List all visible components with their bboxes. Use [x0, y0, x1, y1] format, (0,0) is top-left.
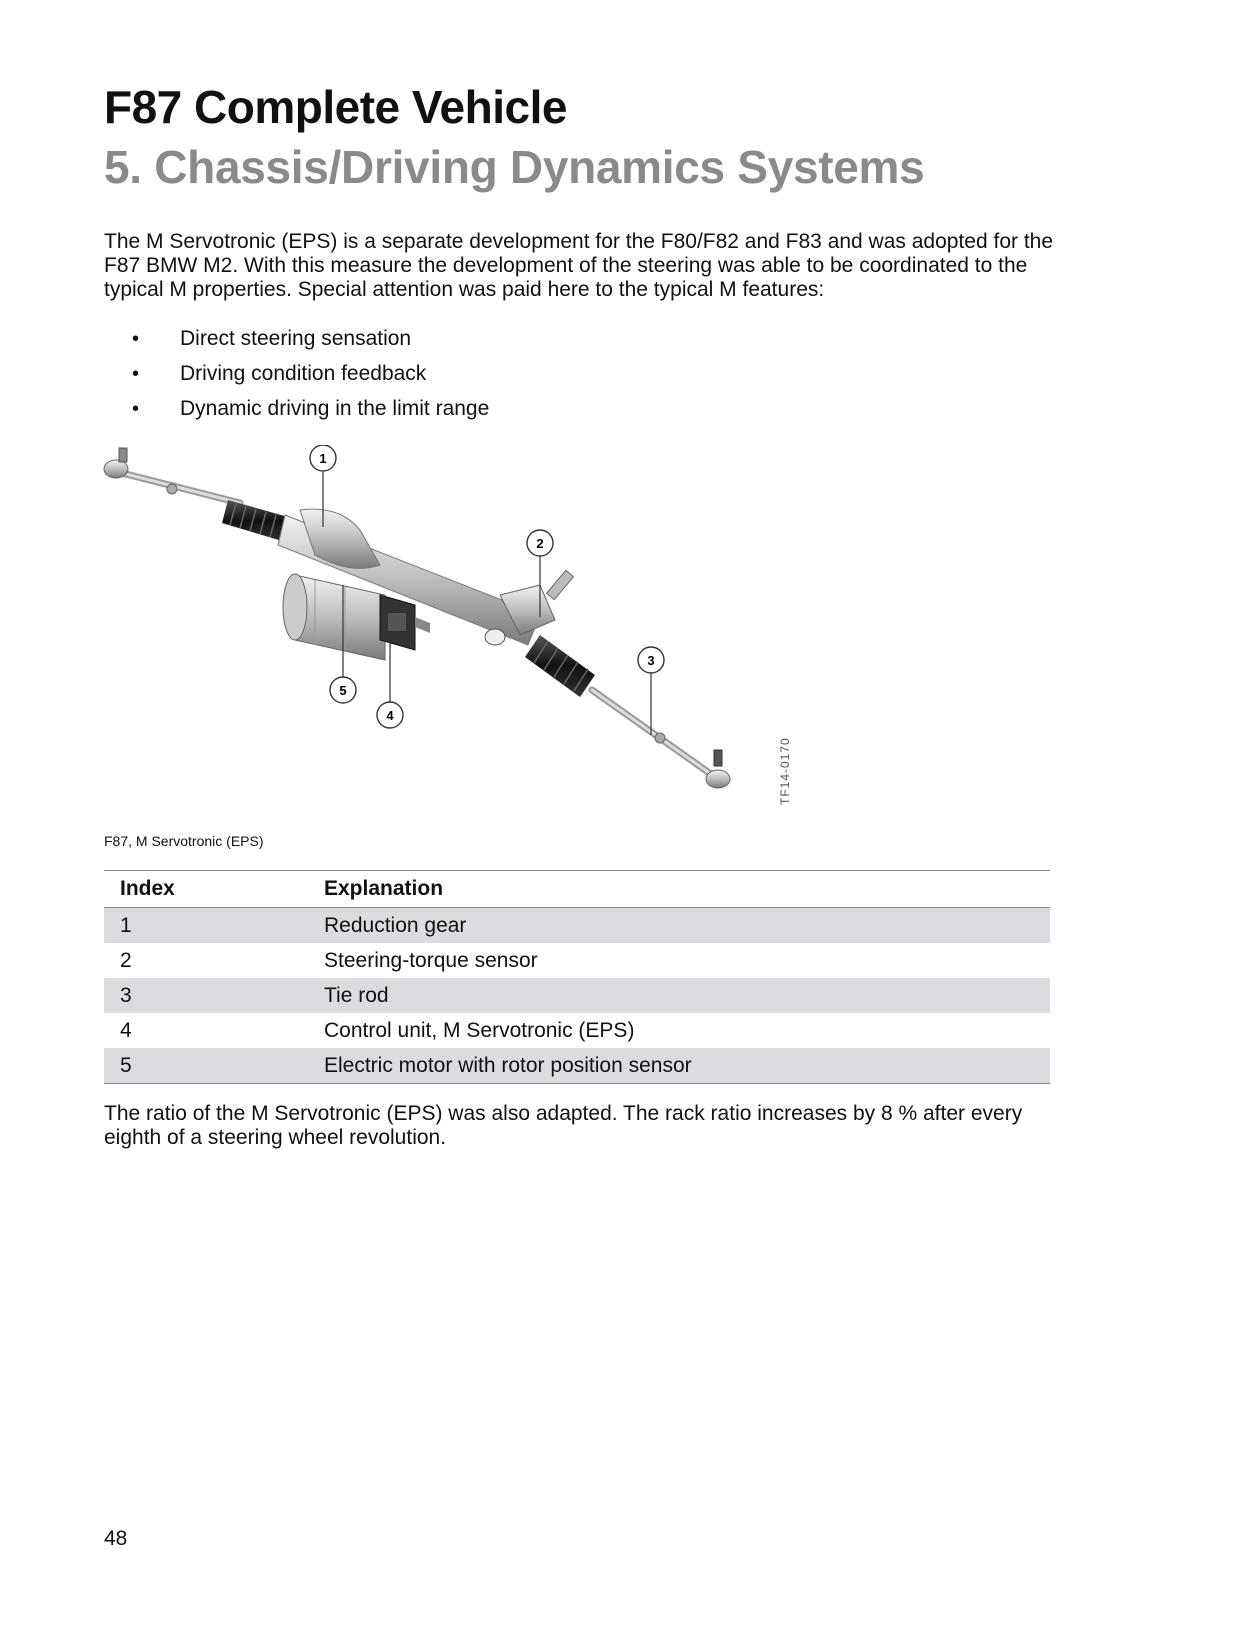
row-index: 4 [120, 1018, 132, 1042]
index-header: Index [104, 871, 324, 908]
table-row [104, 1048, 1050, 1084]
callout-4 [377, 702, 403, 728]
callout-1 [310, 445, 336, 471]
steering-rack-illustration [100, 445, 820, 830]
feature-item: • Driving condition feedback [132, 362, 427, 385]
feature-item: • Direct steering sensation [132, 327, 412, 350]
bullet-icon: • [132, 363, 140, 385]
bullet-icon: • [132, 398, 140, 420]
bullet-icon: • [132, 328, 140, 350]
row-index: 2 [120, 948, 132, 972]
row-index: 3 [104, 978, 324, 1013]
outro-paragraph: The ratio of the M Servotronic (EPS) was also adapted. The rack ratio increases by 8 % after every eighth of a steering wheel revolution. [104, 1102, 1023, 1149]
row-index: 5 [104, 1048, 324, 1084]
left-tie-rod [104, 448, 240, 503]
row-explanation: Electric motor with rotor position sensor [324, 1048, 1050, 1084]
feature-item: • Dynamic driving in the limit range [132, 397, 490, 420]
callout-2 [527, 530, 553, 556]
callout-4-label: 4 [386, 708, 394, 723]
feature-list [104, 326, 489, 431]
table-row [104, 943, 1050, 978]
intro-paragraph: The M Servotronic (EPS) is a separate development for the F80/F82 and F83 and was adopted for the F87 BMW M2. With this measure the development of the steering was able to be coordinated to the typical M properties. Special attention was paid here to the typical M features: [104, 230, 1054, 301]
right-bellow [525, 635, 595, 697]
left-bellow [222, 500, 288, 541]
table-header-row [104, 871, 1050, 908]
figure-code: TF14-0170 [778, 737, 792, 805]
electric-motor [283, 574, 385, 660]
section-title: 5. Chassis/Driving Dynamics Systems [104, 141, 925, 193]
row-explanation: Tie rod [324, 978, 1050, 1013]
figure-caption: F87, M Servotronic (EPS) [104, 833, 264, 849]
table-row [104, 1013, 1050, 1048]
row-explanation: Steering-torque sensor [324, 948, 538, 972]
callout-1-label: 1 [319, 451, 327, 466]
callout-3-label: 3 [647, 653, 655, 668]
callout-5 [330, 677, 356, 703]
explanation-header: Explanation [324, 871, 1050, 908]
callout-2-label: 2 [536, 536, 544, 551]
legend-table [104, 870, 1050, 1084]
page-title: F87 Complete Vehicle [104, 81, 567, 133]
row-explanation: Reduction gear [324, 908, 1050, 944]
table-row [104, 908, 1050, 944]
right-tie-rod [592, 690, 730, 788]
table-row [104, 978, 1050, 1013]
row-index: 1 [104, 908, 324, 944]
callout-5-label: 5 [339, 683, 347, 698]
row-explanation: Control unit, M Servotronic (EPS) [324, 1018, 635, 1042]
callout-3 [638, 647, 664, 673]
page-number: 48 [104, 1527, 128, 1550]
